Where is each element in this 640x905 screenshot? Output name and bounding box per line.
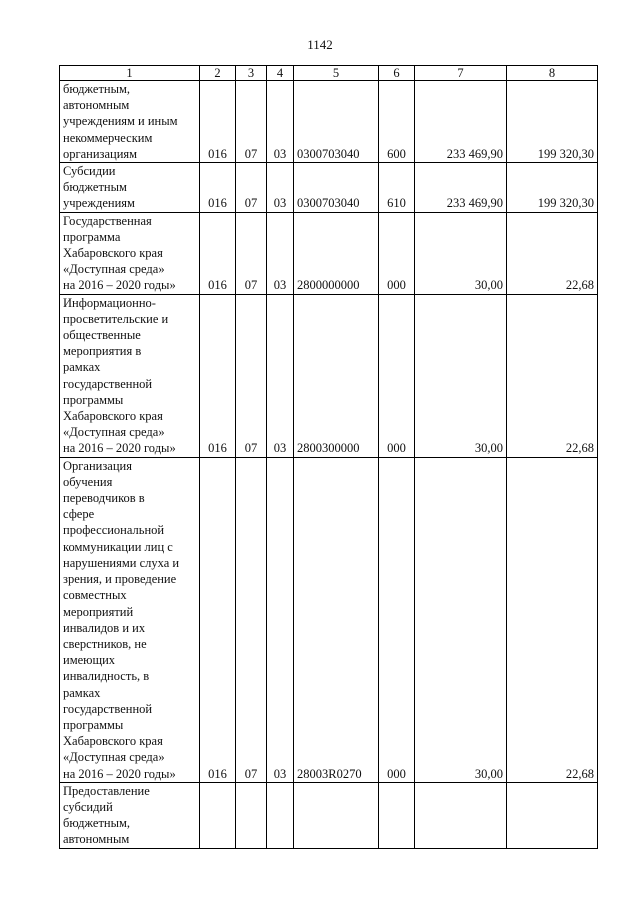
description-line: рамках bbox=[63, 685, 101, 700]
row-description bbox=[60, 81, 200, 163]
row-description bbox=[60, 163, 200, 213]
row-column-4: 03 bbox=[267, 457, 294, 782]
description-line: сфере bbox=[63, 507, 95, 522]
row-amount-planned: 30,00 bbox=[415, 457, 507, 782]
row-amount-actual: 22,68 bbox=[507, 212, 598, 294]
description-line: некоммерческим bbox=[63, 130, 153, 145]
column-header: 1 bbox=[60, 66, 200, 81]
row-column-3: 07 bbox=[236, 81, 267, 163]
row-column-3: 07 bbox=[236, 163, 267, 213]
description-line: субсидий bbox=[63, 799, 113, 814]
column-header: 6 bbox=[379, 66, 415, 81]
row-column-3 bbox=[236, 782, 267, 848]
row-type-code: 000 bbox=[379, 294, 415, 457]
row-column-3: 07 bbox=[236, 457, 267, 782]
table-row bbox=[60, 163, 598, 213]
description-line: обучения bbox=[63, 474, 113, 489]
row-code: 28003R0270 bbox=[294, 457, 379, 782]
column-header: 3 bbox=[236, 66, 267, 81]
description-line: Предоставление bbox=[63, 783, 150, 798]
description-line: на 2016 – 2020 годы» bbox=[63, 278, 176, 293]
table-row bbox=[60, 212, 598, 294]
description-line: программы bbox=[63, 717, 124, 732]
description-line: Хабаровского края bbox=[63, 246, 163, 261]
row-code bbox=[294, 782, 379, 848]
description-line: организациям bbox=[63, 146, 138, 161]
table-row bbox=[60, 294, 598, 457]
row-column-3: 07 bbox=[236, 212, 267, 294]
row-column-2 bbox=[200, 782, 236, 848]
description-line: автономным bbox=[63, 98, 130, 113]
description-line: бюджетным, bbox=[63, 82, 131, 96]
description-line: инвалидов и их bbox=[63, 620, 146, 635]
row-type-code: 600 bbox=[379, 81, 415, 163]
column-header: 5 bbox=[294, 66, 379, 81]
row-column-4: 03 bbox=[267, 163, 294, 213]
row-column-2: 016 bbox=[200, 81, 236, 163]
description-line: Субсидии bbox=[63, 164, 116, 179]
description-line: переводчиков в bbox=[63, 491, 145, 506]
row-amount-actual: 22,68 bbox=[507, 294, 598, 457]
row-column-3: 07 bbox=[236, 294, 267, 457]
description-line: нарушениями слуха и bbox=[63, 555, 180, 570]
column-header: 2 bbox=[200, 66, 236, 81]
row-description bbox=[60, 294, 200, 457]
description-line: Организация bbox=[63, 458, 132, 473]
description-line: программа bbox=[63, 229, 121, 244]
row-column-2: 016 bbox=[200, 294, 236, 457]
table-body bbox=[60, 81, 598, 849]
table-header-row bbox=[60, 66, 598, 81]
description-line: учреждениям и иным bbox=[63, 114, 178, 129]
description-line: общественные bbox=[63, 328, 141, 343]
column-header: 4 bbox=[267, 66, 294, 81]
row-type-code bbox=[379, 782, 415, 848]
description-line: учреждениям bbox=[63, 196, 135, 211]
description-line: мероприятия в bbox=[63, 344, 142, 359]
description-line: имеющих bbox=[63, 653, 116, 668]
description-line: на 2016 – 2020 годы» bbox=[63, 441, 176, 456]
page-number: 1142 bbox=[307, 37, 333, 52]
row-column-4: 03 bbox=[267, 81, 294, 163]
description-line: профессиональной bbox=[63, 523, 165, 538]
table-row bbox=[60, 457, 598, 782]
description-line: «Доступная среда» bbox=[63, 425, 165, 440]
row-column-2: 016 bbox=[200, 457, 236, 782]
row-amount-actual: 199 320,30 bbox=[507, 81, 598, 163]
row-amount-planned: 233 469,90 bbox=[415, 163, 507, 213]
column-header: 8 bbox=[507, 66, 598, 81]
row-amount-actual bbox=[507, 782, 598, 848]
row-amount-actual: 22,68 bbox=[507, 457, 598, 782]
description-line: Хабаровского края bbox=[63, 409, 163, 424]
row-type-code: 000 bbox=[379, 457, 415, 782]
row-amount-planned: 233 469,90 bbox=[415, 81, 507, 163]
description-line: бюджетным bbox=[63, 180, 127, 195]
description-line: на 2016 – 2020 годы» bbox=[63, 766, 176, 781]
description-line: Хабаровского края bbox=[63, 734, 163, 749]
table-row bbox=[60, 81, 598, 163]
description-line: рамках bbox=[63, 360, 101, 375]
description-line: совместных bbox=[63, 588, 127, 603]
description-line: Государственная bbox=[63, 213, 152, 228]
row-amount-actual: 199 320,30 bbox=[507, 163, 598, 213]
row-column-4: 03 bbox=[267, 294, 294, 457]
row-description bbox=[60, 212, 200, 294]
row-description bbox=[60, 457, 200, 782]
row-column-2: 016 bbox=[200, 212, 236, 294]
row-type-code: 000 bbox=[379, 212, 415, 294]
row-column-4 bbox=[267, 782, 294, 848]
description-line: «Доступная среда» bbox=[63, 262, 165, 277]
row-amount-planned: 30,00 bbox=[415, 294, 507, 457]
row-amount-planned bbox=[415, 782, 507, 848]
row-code: 0300703040 bbox=[294, 81, 379, 163]
row-column-4: 03 bbox=[267, 212, 294, 294]
row-column-2: 016 bbox=[200, 163, 236, 213]
description-line: государственной bbox=[63, 701, 153, 716]
description-line: автономным bbox=[63, 832, 130, 847]
description-line: программы bbox=[63, 392, 124, 407]
row-code: 2800000000 bbox=[294, 212, 379, 294]
column-header: 7 bbox=[415, 66, 507, 81]
description-line: зрения, и проведение bbox=[63, 572, 177, 587]
description-line: бюджетным, bbox=[63, 816, 131, 831]
row-code: 2800300000 bbox=[294, 294, 379, 457]
table-row bbox=[60, 782, 598, 848]
description-line: мероприятий bbox=[63, 604, 134, 619]
description-line: коммуникации лиц с bbox=[63, 539, 173, 554]
row-description bbox=[60, 782, 200, 848]
description-line: просветительские и bbox=[63, 311, 169, 326]
description-line: государственной bbox=[63, 376, 153, 391]
description-line: «Доступная среда» bbox=[63, 750, 165, 765]
row-code: 0300703040 bbox=[294, 163, 379, 213]
budget-table bbox=[59, 65, 598, 849]
description-line: сверстников, не bbox=[63, 636, 147, 651]
row-type-code: 610 bbox=[379, 163, 415, 213]
description-line: инвалидность, в bbox=[63, 669, 150, 684]
description-line: Информационно- bbox=[63, 295, 156, 310]
row-amount-planned: 30,00 bbox=[415, 212, 507, 294]
